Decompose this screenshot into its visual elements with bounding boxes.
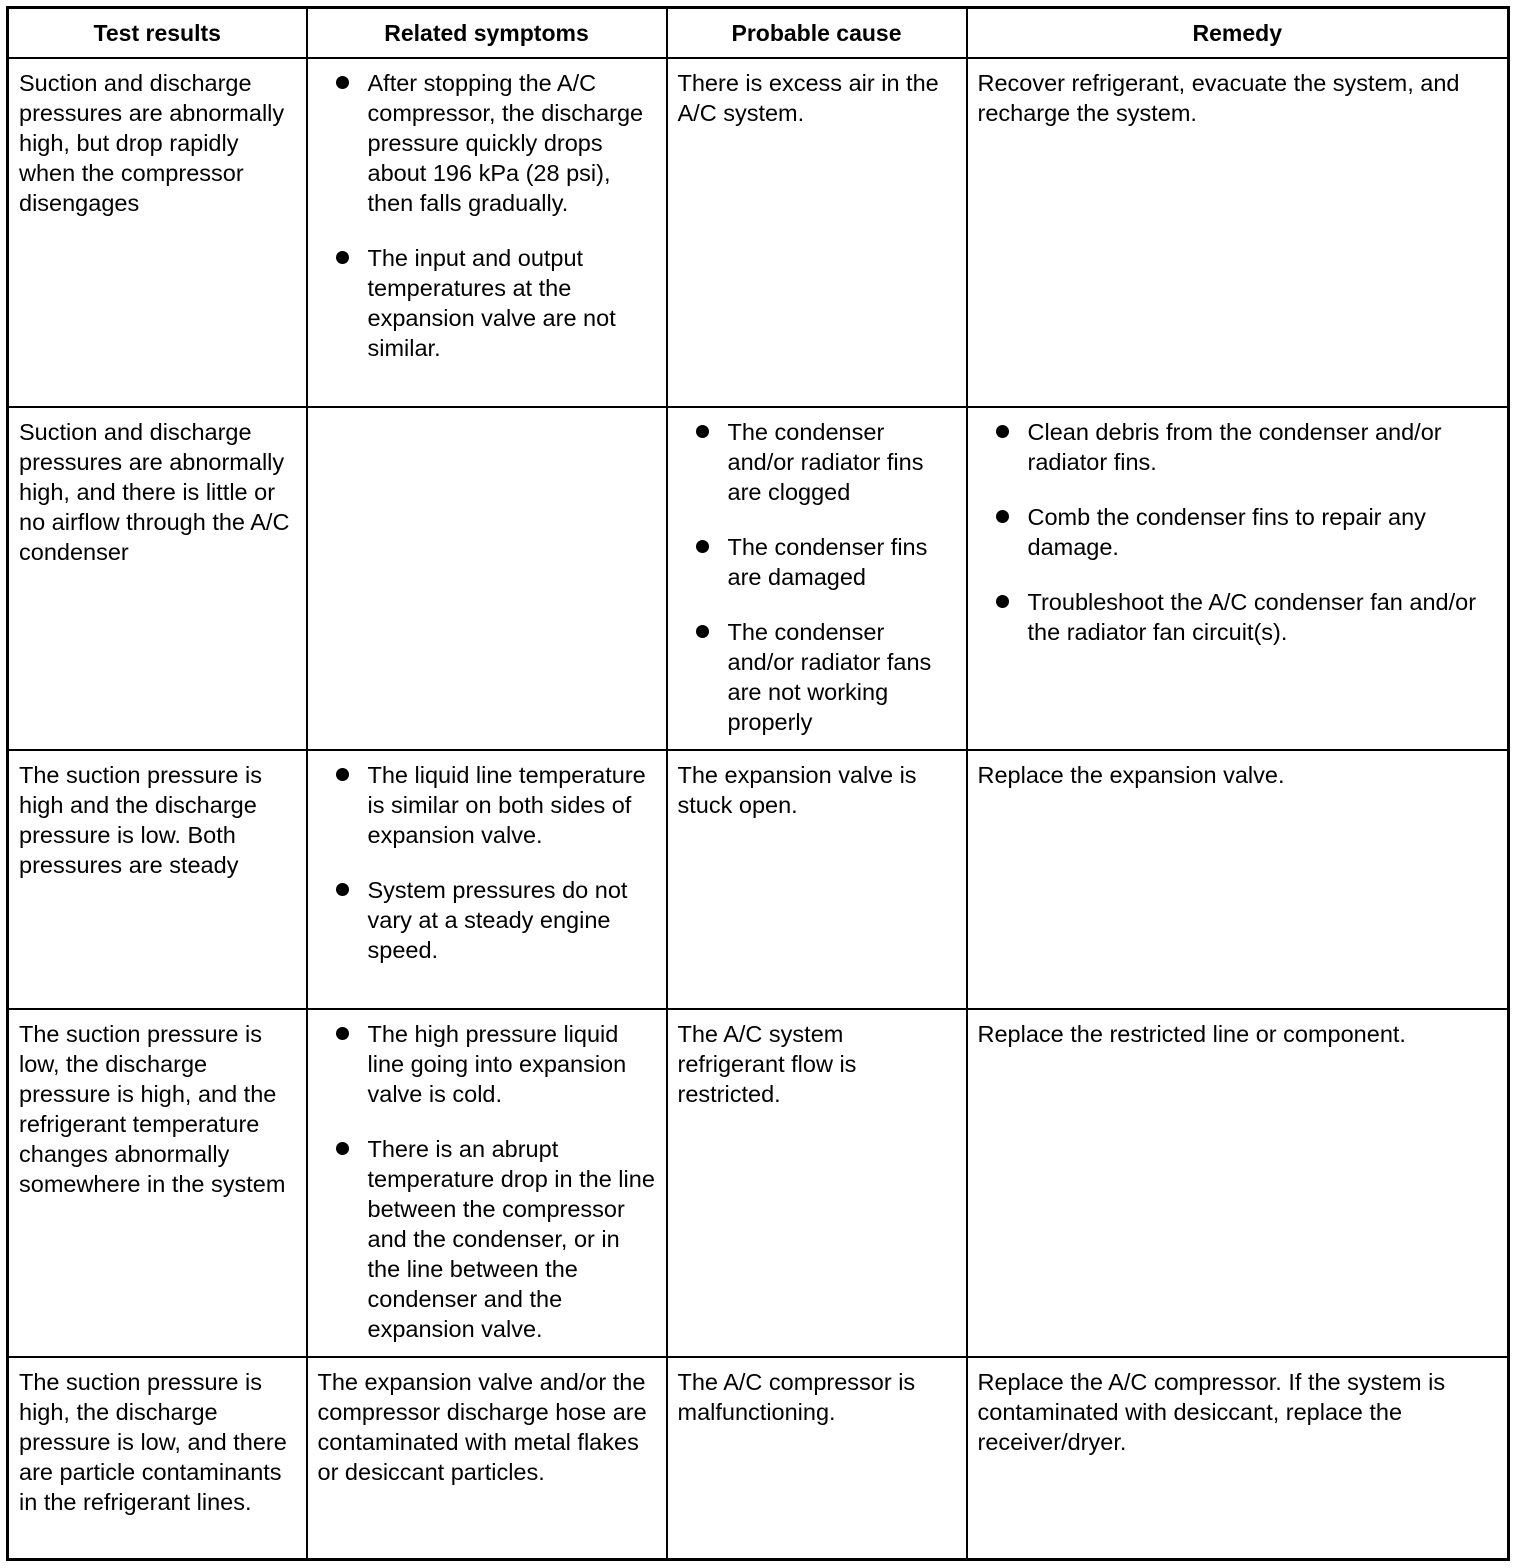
bullet-icon [696, 425, 709, 438]
remedy-text: Clean debris from the condenser and/or radiator fins. [1027, 418, 1442, 475]
bullet-icon [336, 1027, 349, 1040]
list-item [978, 417, 1498, 477]
symptom-text: There is an abrupt temperature drop in the line between the compressor and the condenser, or in the line between the condenser and the expansion valve. [367, 1135, 655, 1342]
symptoms-cell [307, 407, 667, 750]
remedy-text: Troubleshoot the A/C condenser fan and/or the radiator fan circuit(s). [1027, 588, 1477, 645]
table-body [8, 58, 1509, 1560]
header-probable-cause: Probable cause [667, 8, 967, 58]
table-row [8, 407, 1509, 750]
header-remedy: Remedy [967, 8, 1509, 58]
cause-cell: The A/C compressor is malfunctioning. [667, 1357, 967, 1560]
test-result-cell: The suction pressure is high, the discharge pressure is low, and there are particle contaminants in the refrigerant lines. [8, 1357, 307, 1560]
list-item [318, 243, 656, 363]
bullet-icon [336, 1142, 349, 1155]
causes-list [678, 417, 956, 737]
test-result-cell: Suction and discharge pressures are abnormally high, but drop rapidly when the compressor disengages [8, 58, 307, 407]
list-item [318, 875, 656, 965]
cause-cell: There is excess air in the A/C system. [667, 58, 967, 407]
table-row [8, 58, 1509, 407]
table-row [8, 1357, 1509, 1560]
list-item [318, 68, 656, 218]
bullet-icon [336, 251, 349, 264]
symptoms-cell [307, 750, 667, 1009]
table-row [8, 750, 1509, 1009]
cause-cell: The A/C system refrigerant flow is restricted. [667, 1009, 967, 1357]
cause-cell: The expansion valve is stuck open. [667, 750, 967, 1009]
symptoms-cell: The expansion valve and/or the compressor discharge hose are contaminated with metal flakes or desiccant particles. [307, 1357, 667, 1560]
symptom-text: After stopping the A/C compressor, the discharge pressure quickly drops about 196 kPa (28 psi), then falls gradually. [367, 69, 644, 216]
cause-text: The condenser and/or radiator fins are clogged [727, 418, 924, 505]
cause-text: The condenser fins are damaged [727, 533, 928, 590]
header-row [8, 8, 1509, 58]
test-result-cell: Suction and discharge pressures are abnormally high, and there is little or no airflow through the A/C condenser [8, 407, 307, 750]
bullet-icon [336, 768, 349, 781]
list-item [318, 1019, 656, 1109]
bullet-icon [336, 76, 349, 89]
diagnosis-table [6, 6, 1510, 1561]
bullet-icon [996, 595, 1009, 608]
bullet-icon [696, 540, 709, 553]
list-item [678, 417, 956, 507]
bullet-icon [696, 625, 709, 638]
list-item [978, 587, 1498, 647]
list-item [318, 760, 656, 850]
bullet-icon [336, 883, 349, 896]
symptom-text: The input and output temperatures at the expansion valve are not similar. [367, 244, 616, 361]
remedies-list [978, 417, 1498, 647]
table-header [8, 8, 1509, 58]
bullet-icon [996, 425, 1009, 438]
remedy-cell [967, 407, 1509, 750]
bullet-icon [996, 510, 1009, 523]
list-item [978, 502, 1498, 562]
test-result-cell: The suction pressure is low, the discharge pressure is high, and the refrigerant temperature changes abnormally somewhere in the system [8, 1009, 307, 1357]
cause-text: The condenser and/or radiator fans are not working properly [727, 618, 932, 735]
cause-cell [667, 407, 967, 750]
remedy-cell: Recover refrigerant, evacuate the system, and recharge the system. [967, 58, 1509, 407]
list-item [678, 617, 956, 737]
list-item [318, 1134, 656, 1344]
symptoms-cell [307, 1009, 667, 1357]
remedy-cell: Replace the expansion valve. [967, 750, 1509, 1009]
list-item [678, 532, 956, 592]
remedy-text: Comb the condenser fins to repair any damage. [1027, 503, 1426, 560]
header-test-results: Test results [8, 8, 307, 58]
symptoms-cell [307, 58, 667, 407]
table-row [8, 1009, 1509, 1357]
test-result-cell: The suction pressure is high and the discharge pressure is low. Both pressures are steady [8, 750, 307, 1009]
header-related-symptoms: Related symptoms [307, 8, 667, 58]
symptom-text: The liquid line temperature is similar on both sides of expansion valve. [367, 761, 646, 848]
symptoms-list [318, 760, 656, 965]
remedy-cell: Replace the restricted line or component. [967, 1009, 1509, 1357]
symptoms-list [318, 1019, 656, 1344]
symptom-text: System pressures do not vary at a steady engine speed. [367, 876, 628, 963]
symptoms-list [318, 68, 656, 363]
remedy-cell: Replace the A/C compressor. If the system is contaminated with desiccant, replace the receiver/dryer. [967, 1357, 1509, 1560]
symptom-text: The high pressure liquid line going into expansion valve is cold. [367, 1020, 627, 1107]
